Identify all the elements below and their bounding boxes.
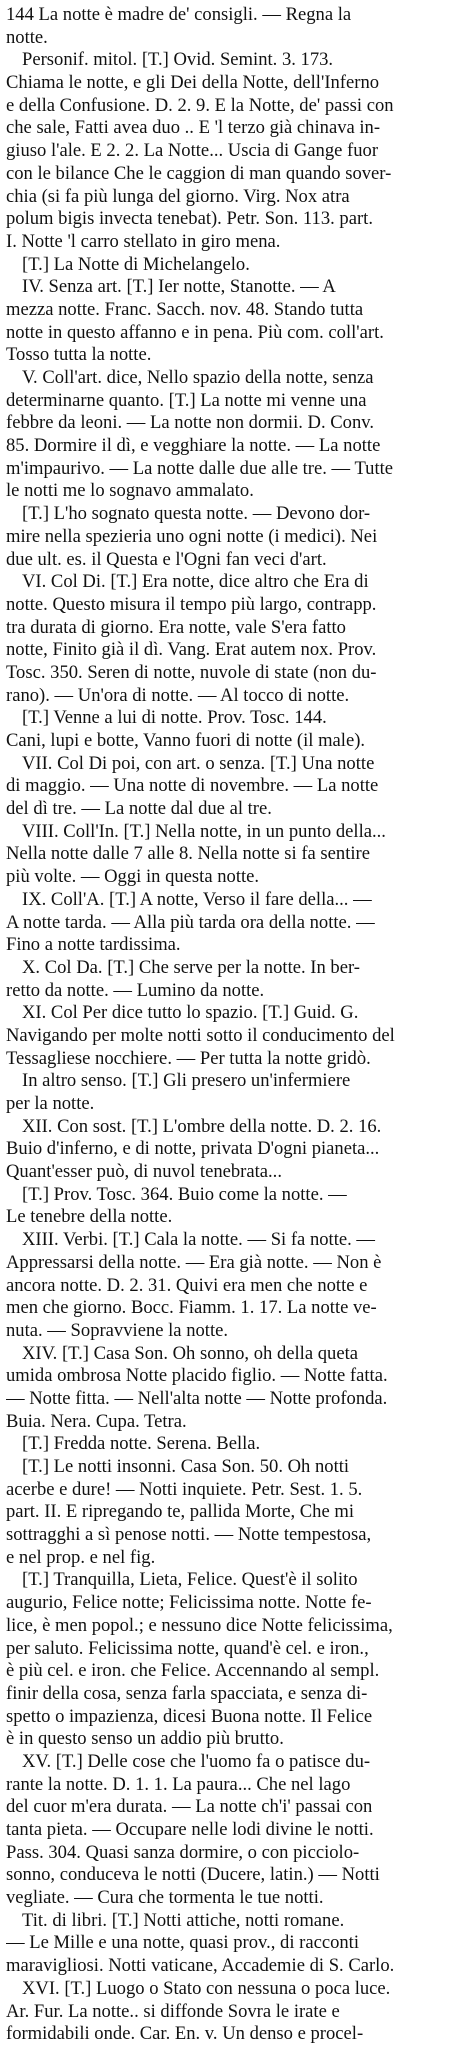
text-line: Quant'esser può, di nuvol tenebrata...	[6, 1161, 282, 1183]
text-line: XIV. [T.] Casa Son. Oh sonno, oh della queta	[22, 1342, 359, 1364]
text-line: XVI. [T.] Luogo o Stato con nessuna o poca luce.	[22, 1977, 391, 1999]
text-line: part. II. E ripregando te, pallida Morte, Che mi	[6, 1501, 355, 1523]
text-line: è in questo senso un addio più brutto.	[6, 1728, 284, 1750]
text-line: Tit. di libri. [T.] Notti attiche, notti romane.	[22, 1909, 345, 1931]
text-line: [T.] Tranquilla, Lieta, Felice. Quest'è il solito	[22, 1569, 358, 1591]
text-line: IV. Senza art. [T.] Ier notte, Stanotte. — A	[22, 276, 336, 298]
text-line: tanta pieta. — Occupare nelle lodi divine le notti.	[6, 1819, 374, 1840]
text-line: due ult. es. il Questa e l'Ogni fan veci d'art.	[6, 548, 327, 570]
text-line: Ar. Fur. La notte.. si diffonde Sovra le irate e	[6, 2000, 340, 2022]
text-line: chia (si fa più lunga del giorno. Virg. Nox atra	[6, 185, 350, 207]
text-line: In altro senso. [T.] Gli presero un'infermiere	[22, 1070, 351, 1092]
text-line: A notte tarda. — Alla più tarda ora della notte. —	[6, 911, 375, 933]
text-line: Tessagliese nocchiere. — Per tutta la notte gridò.	[6, 1047, 371, 1069]
text-line: Fino a notte tardissima.	[6, 934, 181, 956]
text-line: del dì tre. — La notte dal due al tre.	[6, 798, 272, 820]
text-line: e nel prop. e nel fig.	[6, 1546, 156, 1568]
text-line: augurio, Felice notte; Felicissima notte. Notte fe-	[6, 1592, 372, 1614]
text-line: [T.] La Notte di Michelangelo.	[22, 253, 250, 275]
text-line: le notti me lo sognavo ammalato.	[6, 480, 254, 502]
text-line: I. Notte 'l carro stellato in giro mena.	[6, 230, 281, 252]
text-line: umida ombrosa Notte placido figlio. — Notte fatta.	[6, 1365, 388, 1387]
text-line: IX. Coll'A. [T.] A notte, Verso il fare della... —	[22, 888, 372, 910]
text-line: con le bilance Che le caggion di man quando sover-	[6, 162, 392, 184]
text-line: è più cel. e iron. che Felice. Accennando al sempl.	[6, 1660, 380, 1682]
text-line: del cuor m'era durata. — La notte ch'i' passai con	[6, 1796, 373, 1818]
text-line: tra durata di giorno. Era notte, vale S'era fatto	[6, 616, 346, 638]
text-line: spetto o impazienza, dicesi Buona notte. Il Felice	[6, 1705, 373, 1727]
text-line: retto da notte. — Lumino da notte.	[6, 979, 265, 1001]
text-line: che sale, Fatti avea duo .. E 'l terzo già chinava in-	[6, 117, 381, 139]
text-line: acerbe e dure! — Notti inquiete. Petr. Sest. 1. 5.	[6, 1478, 363, 1500]
text-line: Le tenebre della notte.	[6, 1206, 173, 1228]
text-line: [T.] Prov. Tosc. 364. Buio come la notte. —	[22, 1183, 347, 1205]
text-line: 85. Dormire il dì, e vegghiare la notte. — La notte	[6, 435, 381, 457]
text-line: notte.	[6, 26, 48, 48]
text-line: [T.] Le notti insonni. Casa Son. 50. Oh notti	[22, 1456, 350, 1477]
text-line: per la notte.	[6, 1093, 95, 1114]
text-line: — Le Mille e una notte, quasi prov., di racconti	[6, 1932, 360, 1954]
text-line: notte in questo affanno e in pena. Più com. coll'art.	[6, 321, 384, 343]
text-line: giuso l'ale. E 2. 2. La Notte... Uscia di Gange fuor	[6, 140, 379, 162]
text-line: VII. Col Di poi, con art. o senza. [T.] Una notte	[22, 752, 375, 774]
text-line: per saluto. Felicissima notte, quand'è cel. e iron.,	[6, 1637, 369, 1659]
text-line: mezza notte. Franc. Sacch. nov. 48. Stando tutta	[6, 298, 364, 320]
text-line: notte, Finito già il dì. Vang. Erat autem nox. Prov.	[6, 639, 377, 661]
text-line: sonno, conduceva le notti (Ducere, latin.) — Notti	[6, 1864, 380, 1886]
text-line: m'impaurivo. — La notte dalle due alle tre. — Tutte	[6, 457, 394, 479]
text-line: Chiama le notte, e gli Dei della Notte, dell'Inferno	[6, 72, 380, 94]
text-line: XI. Col Per dice tutto lo spazio. [T.] Guid. G.	[22, 1002, 359, 1024]
text-line: [T.] Fredda notte. Serena. Bella.	[22, 1433, 261, 1455]
text-line: [T.] Venne a lui di notte. Prov. Tosc. 144.	[22, 707, 327, 729]
text-line: nuta. — Sopravviene la notte.	[6, 1319, 229, 1341]
text-line: di maggio. — Una notte di novembre. — La notte	[6, 775, 379, 797]
text-line: vegliate. — Cura che tormenta le tue notti.	[6, 1887, 324, 1909]
text-line: finir della cosa, senza farla spacciata, e senza di-	[6, 1682, 368, 1704]
text-line: Tosso tutta la notte.	[6, 344, 152, 366]
text-line: polum bigis invecta tenebat). Petr. Son. 113. part.	[6, 208, 373, 230]
text-line: V. Coll'art. dice, Nello spazio della notte, senza	[22, 367, 374, 388]
text-line: lice, è men popol.; e nessuno dice Notte felicissima,	[6, 1614, 393, 1636]
text-line: XV. [T.] Delle cose che l'uomo fa o patisce du-	[22, 1750, 371, 1772]
text-line: — Notte fitta. — Nell'alta notte — Notte profonda.	[6, 1387, 388, 1409]
text-line: ancora notte. D. 2. 31. Quivi era men che notte e	[6, 1274, 368, 1296]
text-line: VI. Col Di. [T.] Era notte, dice altro che Era di	[22, 571, 369, 593]
text-line: rante la notte. D. 1. 1. La paura... Che nel lago	[6, 1773, 351, 1795]
text-line: determinarne quanto. [T.] La notte mi venne una	[6, 389, 367, 411]
text-line: Buio d'inferno, e di notte, privata D'ogni pianeta...	[6, 1138, 380, 1160]
text-line: X. Col Da. [T.] Che serve per la notte. In ber-	[22, 956, 360, 978]
text-line: VIII. Coll'In. [T.] Nella notte, in un punto della...	[22, 820, 386, 842]
text-line: Personif. mitol. [T.] Ovid. Semint. 3. 173.	[22, 49, 334, 71]
text-line: Cani, lupi e botte, Vanno fuori di notte (il male).	[6, 730, 366, 751]
text-line: notte. Questo misura il tempo più largo, contrapp.	[6, 593, 377, 615]
text-line: Navigando per molte notti sotto il conducimento del	[6, 1024, 395, 1046]
text-line: maravigliosi. Notti vaticane, Accademie di S. Carlo.	[6, 1955, 395, 1977]
text-line: e della Confusione. D. 2. 9. E la Notte, de' passi con	[6, 94, 394, 116]
text-line: Buia. Nera. Cupa. Tetra.	[6, 1410, 187, 1432]
header-line: 144 La notte è madre de' consigli. — Regna la	[6, 4, 352, 25]
text-line: Tosc. 350. Seren di notte, nuvole di state (non du-	[6, 661, 377, 683]
text-line: men che giorno. Bocc. Fiamm. 1. 17. La notte ve-	[6, 1297, 377, 1319]
text-line: XII. Con sost. [T.] L'ombre della notte. D. 2. 16.	[22, 1115, 382, 1137]
text-line: [T.] L'ho sognato questa notte. — Devono dor-	[22, 503, 371, 525]
text-line: mire nella spezieria uno ogni notte (i medici). Nei	[6, 525, 378, 547]
text-line: Pass. 304. Quasi sanza dormire, o con picciolo-	[6, 1841, 360, 1863]
text-line: XIII. Verbi. [T.] Cala la notte. — Si fa notte. —	[22, 1229, 376, 1251]
text-line: sottragghi a sì penose notti. — Notte tempestosa,	[6, 1524, 372, 1546]
text-line: formidabili onde. Car. En. v. Un denso e procel-	[6, 2023, 364, 2045]
text-line: Appressarsi della notte. — Era già notte. — Non è	[6, 1251, 382, 1273]
text-line: febbre da leoni. — La notte non dormii. D. Conv.	[6, 412, 375, 434]
text-line: Nella notte dalle 7 alle 8. Nella notte si fa sentire	[6, 843, 370, 865]
text-line: più volte. — Oggi in questa notte.	[6, 866, 260, 888]
text-line: rano). — Un'ora di notte. — Al tocco di notte.	[6, 684, 350, 706]
